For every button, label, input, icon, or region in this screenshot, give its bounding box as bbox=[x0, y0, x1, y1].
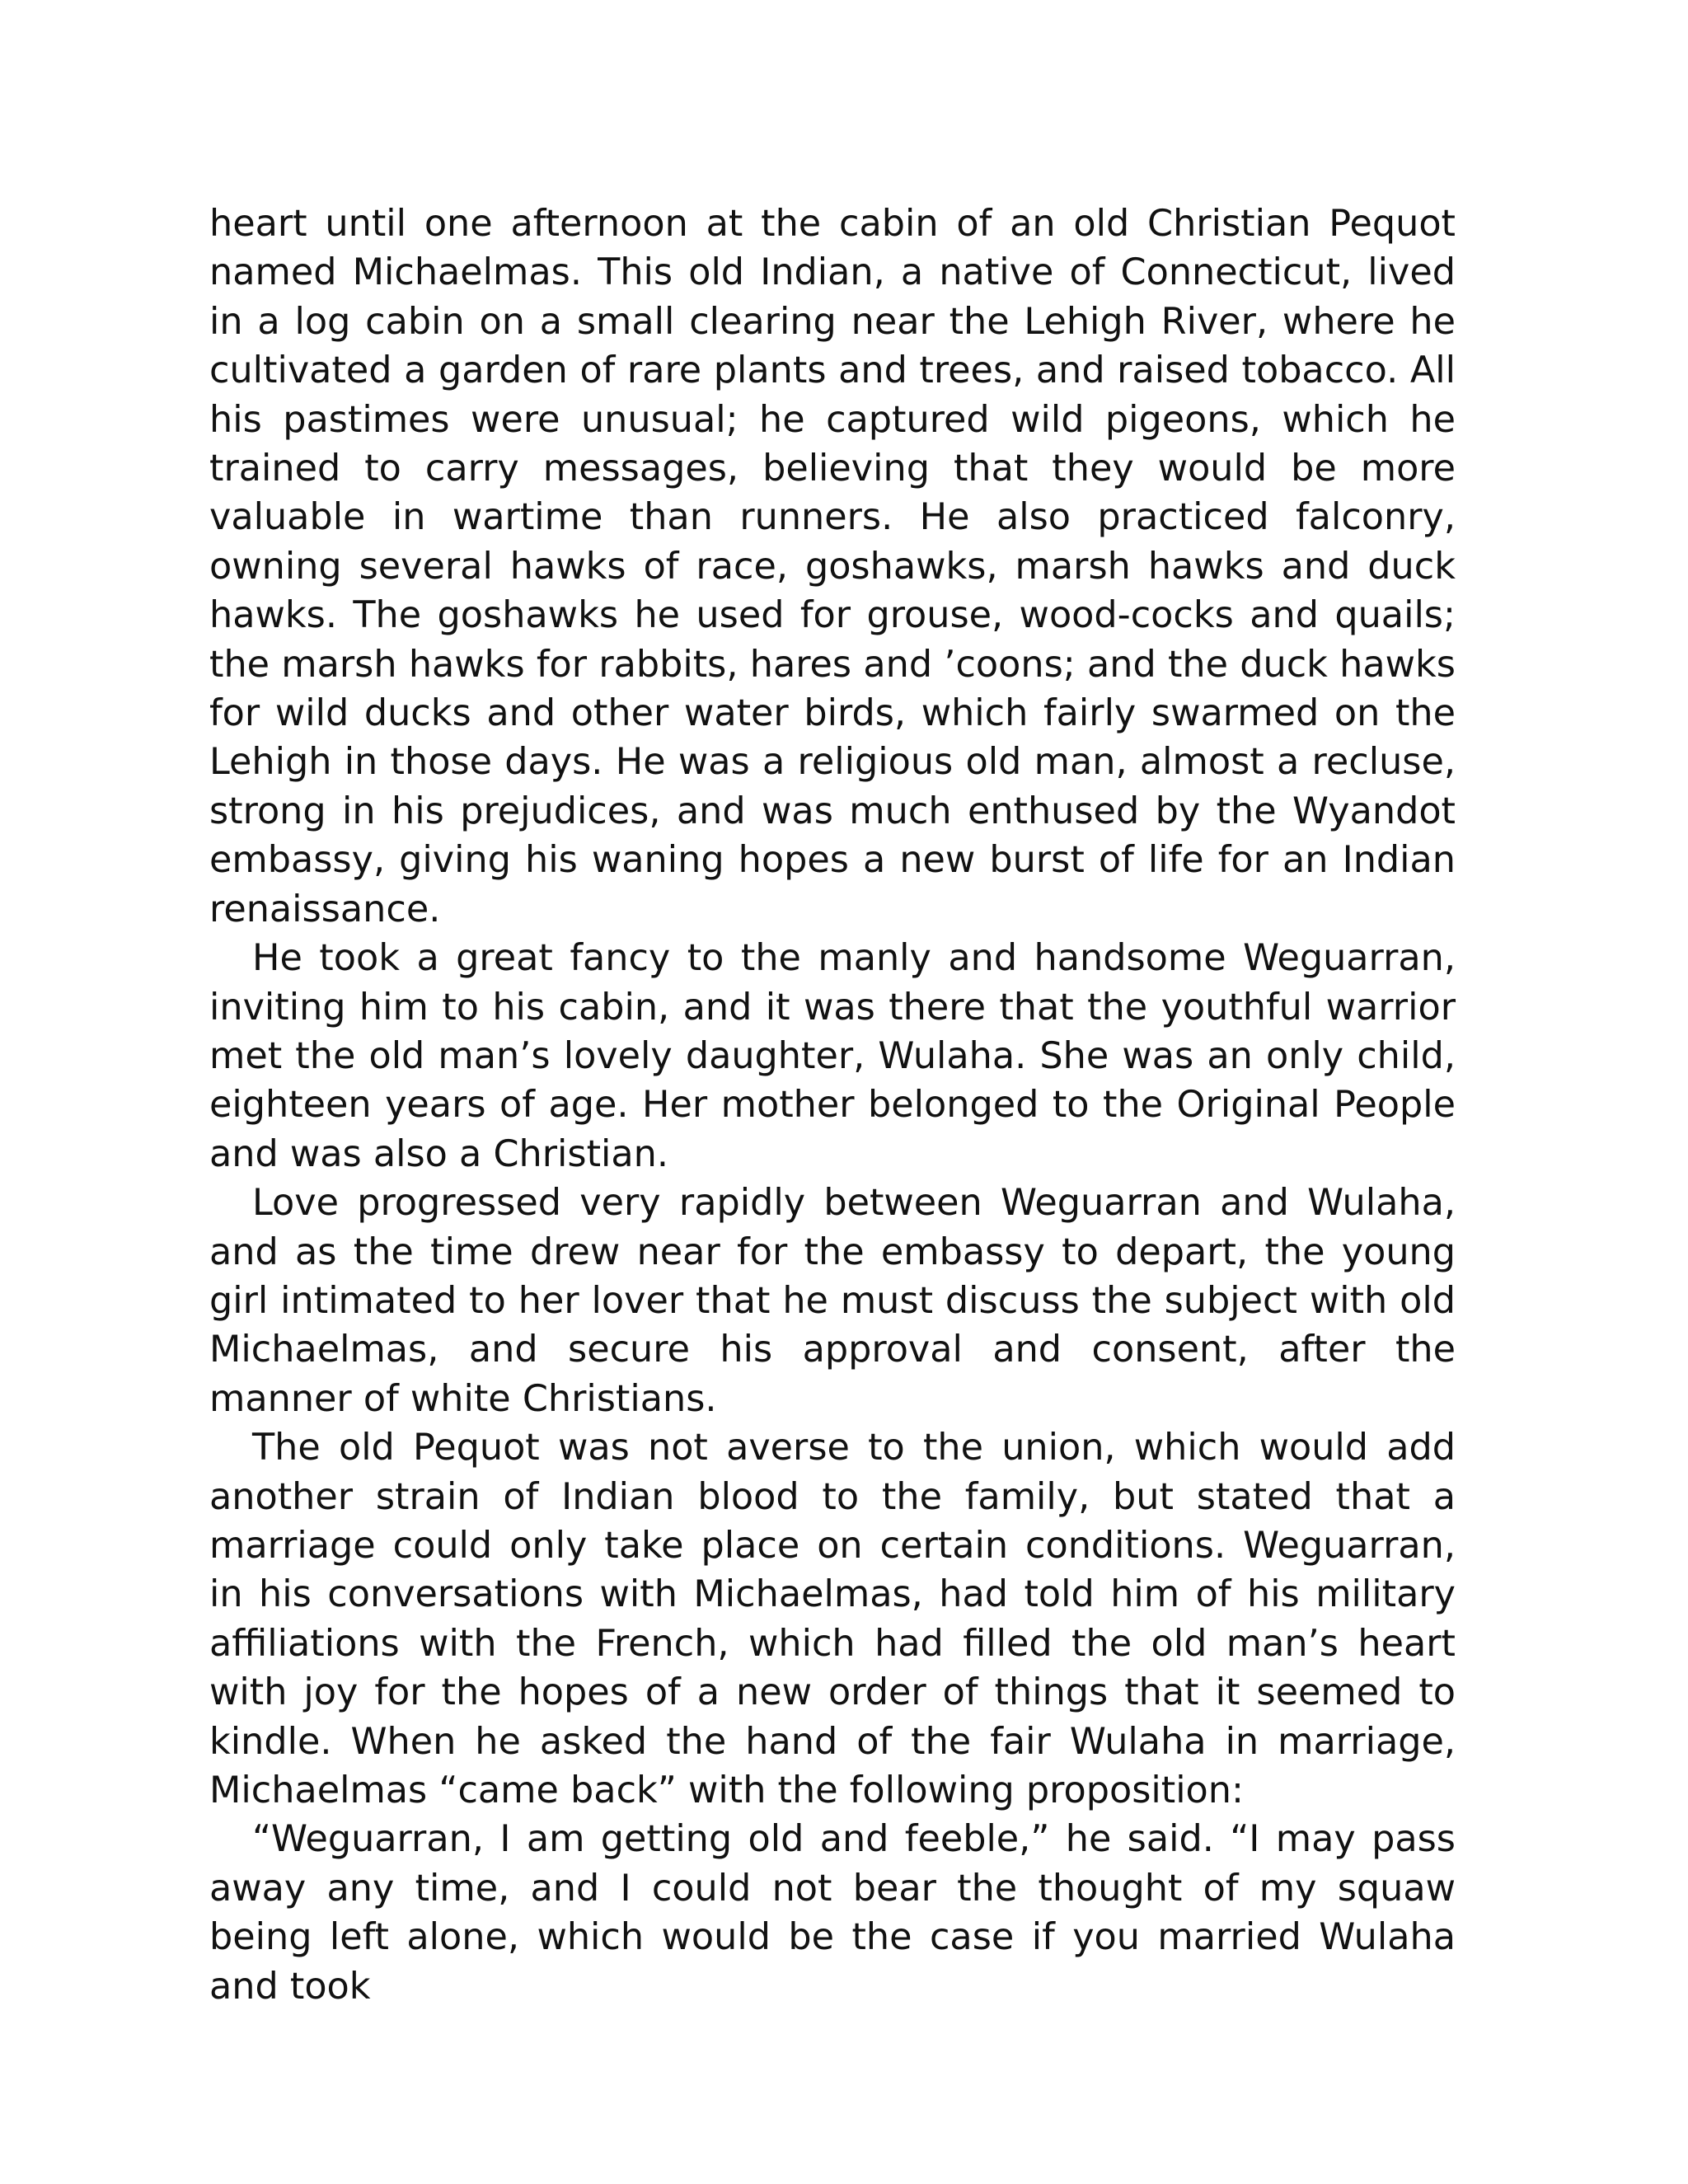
paragraph: Love progressed very rapidly between Weguarran and Wulaha, and as the time drew near for the embassy to depart, the young girl intimated to her lover that he must discuss the subject with old Michaelmas, and secure his approval and consent, after the manner of white Christians. bbox=[209, 1182, 1456, 1420]
paragraph: heart until one afternoon at the cabin of an old Christian Pequot named Michaelmas. This old Indian, a native of Connecticut, lived in a log cabin on a small clearing near the Lehigh River, where he cultivated a garden of rare plants and trees, and raised tobacco. All his pastimes were unusual; he captured wild pigeons, which he trained to carry messages, believing that they would be more valuable in wartime than runners. He also practiced falconry, owning several hawks of race, goshawks, marsh hawks and duck hawks. The goshawks he used for grouse, wood-cocks and quails; the marsh hawks for rabbits, hares and ’coons; and the duck hawks for wild ducks and other water birds, which fairly swarmed on the Lehigh in those days. He was a religious old man, almost a recluse, strong in his prejudices, and was much enthused by the Wyandot embassy, giving his waning hopes a new burst of life for an Indian renaissance. bbox=[209, 203, 1456, 930]
page-body bbox=[209, 199, 1456, 2011]
paragraph: “Weguarran, I am getting old and feeble,” he said. “I may pass away any time, and I could not bear the thought of my squaw being left alone, which would be the case if you married Wulaha and took bbox=[209, 1818, 1456, 2008]
paragraph: He took a great fancy to the manly and handsome Weguarran, inviting him to his cabin, and it was there that the youthful warrior met the old man’s lovely daughter, Wulaha. She was an only child, eighteen years of age. Her mother belonged to the Original People and was also a Christian. bbox=[209, 937, 1456, 1175]
paragraph: The old Pequot was not averse to the union, which would add another strain of Indian blood to the family, but stated that a marriage could only take place on certain conditions. Weguarran, in his conversations with Michaelmas, had told him of his military affiliations with the French, which had filled the old man’s heart with joy for the hopes of a new order of things that it seemed to kindle. When he asked the hand of the fair Wulaha in marriage, Michaelmas “came back” with the following proposition: bbox=[209, 1427, 1456, 1811]
